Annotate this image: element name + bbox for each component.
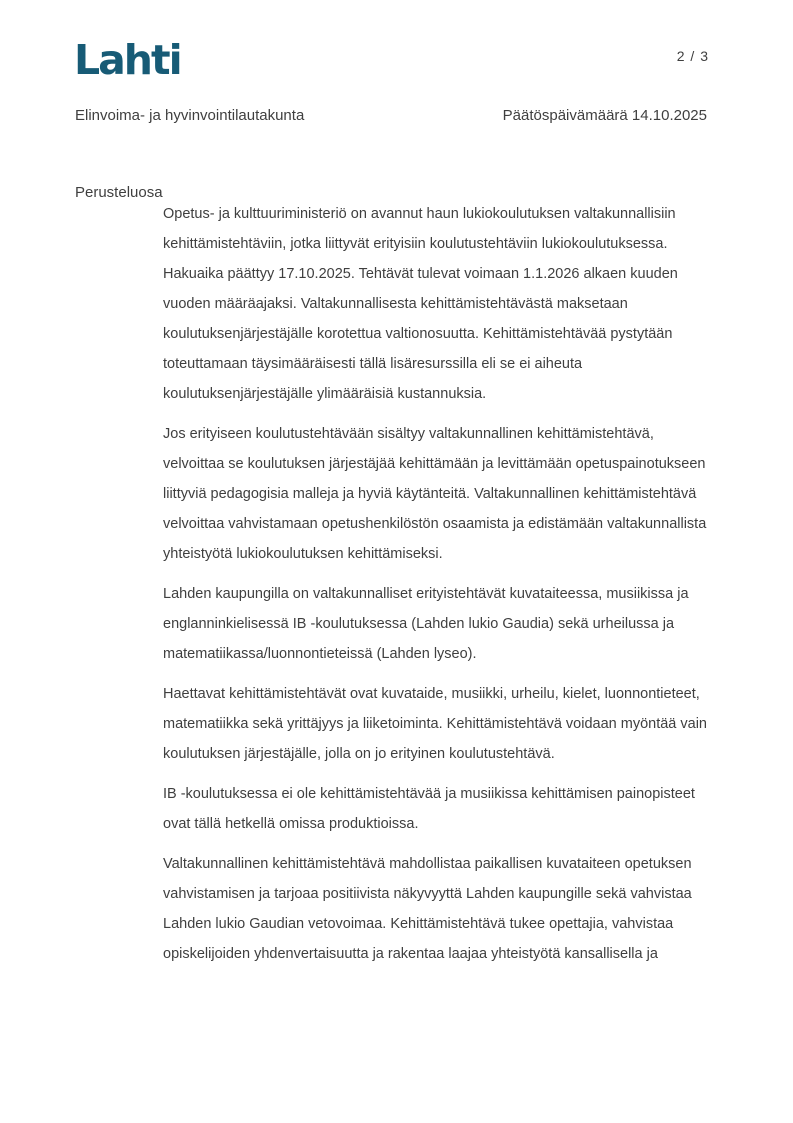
decision-date: Päätöspäivämäärä 14.10.2025 [502, 107, 707, 124]
body-paragraph: Lahden kaupungilla on valtakunnalliset erityistehtävät kuvataiteessa, musiikissa ja englanninkielisessä IB -koulutuksessa (Lahden lukio Gaudia) sekä urheilussa ja matematiikassa/luonnontieteissä (Lahden lyseo). [163, 586, 689, 662]
body-paragraph: IB -koulutuksessa ei ole kehittämistehtävää ja musiikissa kehittämisen painopisteet ovat tällä hetkellä omissa produktioissa. [163, 786, 695, 832]
body-paragraph: Haettavat kehittämistehtävät ovat kuvataide, musiikki, urheilu, kielet, luonnontieteet, matematiikka sekä yrittäjyys ja liiketoiminta. Kehittämistehtävä voidaan myöntää vain koulutuksen järjestäjälle, jolla on jo erityinen koulutustehtävä. [163, 686, 707, 762]
body-paragraph: Opetus- ja kulttuuriministeriö on avannut haun lukiokoulutuksen valtakunnallisiin kehittämistehtäviin, jotka liittyvät erityisiin koulutustehtäviin lukiokoulutuksessa. Hakuaika päättyy 17.10.2025. Tehtävät tulevat voimaan 1.1.2026 alkaen kuuden vuoden määräajaksi. Valtakunnallisesta kehittämistehtävästä maksetaan koulutuksenjärjestäjälle korotettua valtionosuutta. Kehittämistehtävää pystytään toteuttamaan täysimääräisesti tällä lisäresurssilla eli se ei aiheuta koulutuksenjärjestäjälle ylimääräisiä kustannuksia. [163, 206, 678, 402]
lahti-logo: Lahti [74, 36, 181, 84]
body-paragraph: Jos erityiseen koulutustehtävään sisältyy valtakunnallinen kehittämistehtävä, velvoittaa se koulutuksen järjestäjää kehittämään ja levittämään opetuspainotukseen liittyviä pedagogisia malleja ja hyviä käytänteitä. Valtakunnallinen kehittämistehtävä velvoittaa vahvistamaan opetushenkilöstön osaamista ja edistämään valtakunnallista yhteistyötä lukiokoulutuksen kehittämiseksi. [163, 426, 707, 562]
section-heading: Perusteluosa [75, 184, 163, 201]
body-paragraph: Valtakunnallinen kehittämistehtävä mahdollistaa paikallisen kuvataiteen opetuksen vahvistamisen ja tarjoaa positiivista näkyvyyttä Lahden kaupungille sekä vahvistaa Lahden lukio Gaudian vetovoimaa. Kehittämistehtävä tukee opettajia, vahvistaa opiskelijoiden yhdenvertaisuutta ja rakentaa laajaa yhteistyötä kansallisella ja [163, 856, 692, 962]
document-header [75, 106, 707, 126]
document-body [163, 199, 719, 979]
page-number: 2 / 3 [676, 48, 709, 64]
committee-name: Elinvoima- ja hyvinvointilautakunta [75, 107, 305, 124]
